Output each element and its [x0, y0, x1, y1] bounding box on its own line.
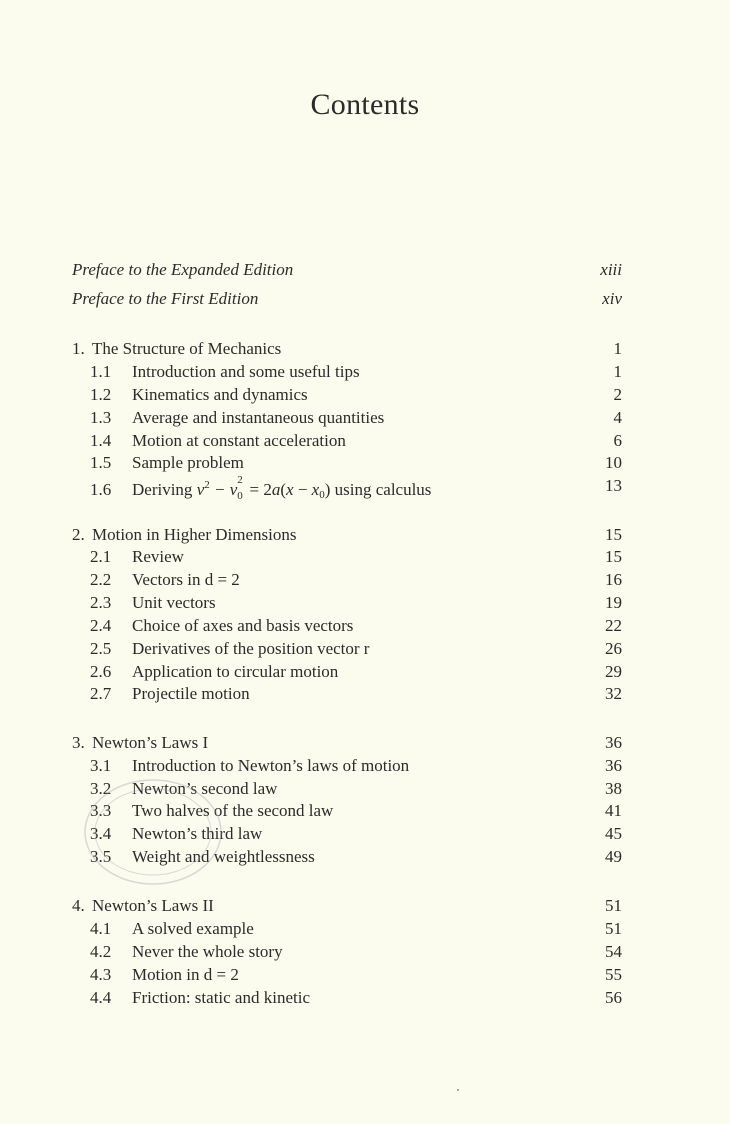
section-number: 3.5: [90, 847, 112, 866]
chapter-number: 2.: [72, 525, 85, 544]
toc-page-number: 13: [605, 476, 622, 495]
toc-label: Preface to the Expanded Edition: [72, 260, 294, 279]
toc-page-number: 51: [605, 919, 622, 938]
toc-page-number: 10: [605, 453, 622, 472]
toc-page-number: 26: [605, 639, 622, 658]
section-number: 1.5: [90, 453, 112, 472]
toc-section-3-3[interactable]: [72, 799, 622, 822]
section-number: 3.2: [90, 779, 112, 798]
section-number: 2.4: [90, 616, 112, 635]
toc-page-number: 22: [605, 616, 622, 635]
chapter-number: 4.: [72, 896, 85, 915]
toc-page-number: xiv: [602, 289, 622, 308]
toc-section-4-2[interactable]: [72, 940, 622, 963]
toc-chapter-3[interactable]: [72, 731, 622, 754]
toc-chapter-4[interactable]: [72, 894, 622, 917]
toc-section-1-5[interactable]: [72, 451, 622, 474]
section-number: 2.3: [90, 593, 112, 612]
toc-page-number: 45: [605, 824, 622, 843]
toc-section-2-7[interactable]: [72, 682, 622, 705]
chapter-number: 1.: [72, 339, 85, 358]
toc-section-2-5[interactable]: [72, 637, 622, 660]
section-number: 1.1: [90, 362, 112, 381]
toc-page-number: 55: [605, 965, 622, 984]
section-number: 2.7: [90, 684, 112, 703]
section-title-post: using calculus: [330, 480, 432, 499]
toc-page-number: 1: [613, 339, 622, 358]
toc-chapter-2[interactable]: [72, 523, 622, 546]
toc-section-1-1[interactable]: [72, 360, 622, 383]
toc-section-3-2[interactable]: [72, 777, 622, 800]
section-number: 1.6: [90, 480, 112, 499]
toc-section-4-1[interactable]: [72, 917, 622, 940]
section-title: Unit vectors: [132, 593, 216, 612]
toc-page-number: 49: [605, 847, 622, 866]
section-title: Never the whole story: [132, 942, 283, 961]
section-title: A solved example: [132, 919, 254, 938]
toc-section-2-6[interactable]: [72, 660, 622, 683]
toc-front-2[interactable]: [72, 287, 622, 310]
section-number: 2.5: [90, 639, 112, 658]
section-number: 4.3: [90, 965, 112, 984]
section-title: Sample problem: [132, 453, 244, 472]
toc-page-number: 15: [605, 547, 622, 566]
toc-label: Preface to the First Edition: [72, 289, 259, 308]
toc-section-1-2[interactable]: [72, 383, 622, 406]
toc-page-number: xiii: [600, 260, 622, 279]
section-number: 3.3: [90, 801, 112, 820]
toc-page-number: 51: [605, 896, 622, 915]
toc-section-1-4[interactable]: [72, 429, 622, 452]
toc-chapter-1[interactable]: [72, 337, 622, 360]
section-number: 2.2: [90, 570, 112, 589]
toc-section-1-6[interactable]: [72, 474, 622, 502]
toc-section-2-2[interactable]: [72, 568, 622, 591]
section-title: Review: [132, 547, 184, 566]
toc-section-1-3[interactable]: [72, 406, 622, 429]
section-number: 2.1: [90, 547, 112, 566]
toc-page-number: 1: [613, 362, 622, 381]
toc-page-number: 56: [605, 988, 622, 1007]
toc-section-4-3[interactable]: [72, 963, 622, 986]
section-number: 3.1: [90, 756, 112, 775]
toc-page-number: 6: [613, 431, 622, 450]
toc-page-number: 41: [605, 801, 622, 820]
section-title: Two halves of the second law: [132, 801, 334, 820]
section-number: 3.4: [90, 824, 112, 843]
toc-page-number: 29: [605, 662, 622, 681]
section-number: 1.3: [90, 408, 112, 427]
toc-page-number: 54: [605, 942, 622, 961]
section-title: Application to circular motion: [132, 662, 339, 681]
section-title: Vectors in d = 2: [132, 570, 240, 589]
toc-page-number: 36: [605, 733, 622, 752]
chapter-title: The Structure of Mechanics: [92, 339, 282, 358]
toc-section-4-4[interactable]: [72, 986, 622, 1009]
section-title: Derivatives of the position vector r: [132, 639, 370, 658]
section-title-pre: Deriving: [132, 480, 197, 499]
section-title: Motion at constant acceleration: [132, 431, 346, 450]
toc-section-2-1[interactable]: [72, 545, 622, 568]
section-title: Motion in d = 2: [132, 965, 239, 984]
toc-page-number: 16: [605, 570, 622, 589]
section-title: Projectile motion: [132, 684, 250, 703]
equation: $v^2 - v$ 2 0 = $2a(x - x_0)$: [196, 474, 331, 502]
section-title: Introduction and some useful tips: [132, 362, 360, 381]
toc-page-number: 19: [605, 593, 622, 612]
toc-section-2-4[interactable]: [72, 614, 622, 637]
section-title: Introduction to Newton’s laws of motion: [132, 756, 410, 775]
toc-section-3-5[interactable]: [72, 845, 622, 868]
section-title: Choice of axes and basis vectors: [132, 616, 354, 635]
toc-page-number: 38: [605, 779, 622, 798]
section-number: 2.6: [90, 662, 112, 681]
section-number: 4.4: [90, 988, 112, 1007]
section-number: 4.1: [90, 919, 112, 938]
section-number: 1.4: [90, 431, 112, 450]
chapter-title: Newton’s Laws II: [92, 896, 214, 915]
scan-speck: [457, 1089, 459, 1091]
page-title: Contents: [310, 88, 420, 121]
section-title: Friction: static and kinetic: [132, 988, 310, 1007]
toc-section-3-1[interactable]: [72, 754, 622, 777]
toc-page-number: 4: [613, 408, 622, 427]
section-number: 1.2: [90, 385, 112, 404]
toc-page-number: 32: [605, 684, 622, 703]
chapter-number: 3.: [72, 733, 85, 752]
section-number: 4.2: [90, 942, 112, 961]
toc-page-number: 2: [613, 385, 622, 404]
section-title: Kinematics and dynamics: [132, 385, 308, 404]
section-title: Newton’s second law: [132, 779, 278, 798]
chapter-title: Newton’s Laws I: [92, 733, 209, 752]
toc-section-2-3[interactable]: [72, 591, 622, 614]
chapter-title: Motion in Higher Dimensions: [92, 525, 297, 544]
section-title: Newton’s third law: [132, 824, 263, 843]
toc-page-number: 36: [605, 756, 622, 775]
toc-front-1[interactable]: [72, 258, 622, 281]
toc-page-number: 15: [605, 525, 622, 544]
section-title: Weight and weightlessness: [132, 847, 315, 866]
toc-section-3-4[interactable]: [72, 822, 622, 845]
section-title: Average and instantaneous quantities: [132, 408, 385, 427]
